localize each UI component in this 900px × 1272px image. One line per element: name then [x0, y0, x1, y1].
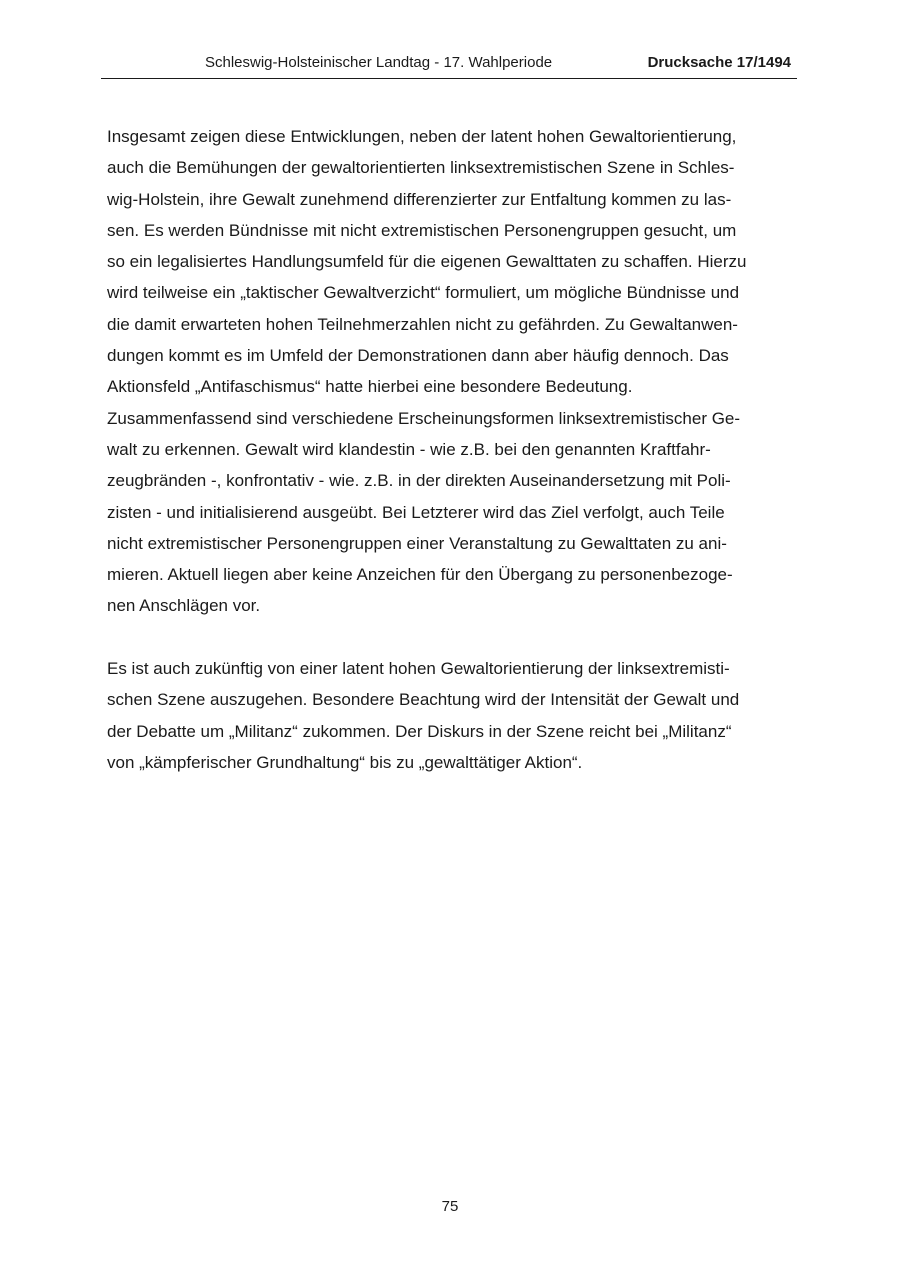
paragraph-spacer — [107, 622, 797, 653]
text-line: Insgesamt zeigen diese Entwicklungen, neben der latent hohen Gewaltorientierung, — [107, 127, 737, 146]
text-line: die damit erwarteten hohen Teilnehmerzahlen nicht zu gefährden. Zu Gewaltanwen- — [107, 314, 738, 334]
text-line: sen. Es werden Bündnisse mit nicht extremistischen Personengruppen gesucht, um — [107, 220, 737, 240]
text-line: auch die Bemühungen der gewaltorientierten linksextremistischen Szene in Schles- — [107, 158, 735, 178]
text-line: der Debatte um „Militanz“ zukommen. Der Diskurs in der Szene reicht bei „Militanz“ — [107, 721, 732, 741]
text-line: Zusammenfassend sind verschiedene Erscheinungsformen linksextremistischer Ge- — [107, 408, 741, 428]
text-line: wird teilweise ein „taktischer Gewaltverzicht“ formuliert, um mögliche Bündnisse und — [107, 283, 740, 303]
paragraph-2 — [107, 653, 797, 778]
text-line: dungen kommt es im Umfeld der Demonstrationen dann aber häufig dennoch. Das — [107, 346, 729, 366]
text-line: nen Anschlägen vor. — [107, 596, 261, 616]
header-document-number: Drucksache 17/1494 — [647, 54, 791, 71]
text-line: Aktionsfeld „Antifaschismus“ hatte hierbei eine besondere Bedeutung. — [107, 377, 633, 397]
text-line: wig-Holstein, ihre Gewalt zunehmend differenzierter zur Entfaltung kommen zu las- — [107, 189, 732, 209]
text-line: mieren. Aktuell liegen aber keine Anzeichen für den Übergang zu personenbezoge- — [107, 565, 733, 585]
header-title: Schleswig-Holsteinischer Landtag - 17. Wahlperiode — [205, 54, 553, 71]
body-text — [107, 121, 797, 778]
text-line: walt zu erkennen. Gewalt wird klandestin - wie z.B. bei den genannten Kraftfahr- — [107, 439, 711, 459]
text-line: schen Szene auszugehen. Besondere Beachtung wird der Intensität der Gewalt und — [107, 690, 740, 710]
text-line: Es ist auch zukünftig von einer latent hohen Gewaltorientierung der linksextremisti- — [107, 659, 730, 679]
text-line: zisten - und initialisierend ausgeübt. Bei Letzterer wird das Ziel verfolgt, auch Teile — [107, 502, 725, 522]
page-number: 75 — [441, 1198, 459, 1215]
text-line: so ein legalisiertes Handlungsumfeld für die eigenen Gewalttaten zu schaffen. Hierzu — [107, 252, 747, 272]
paragraph-1 — [107, 121, 797, 622]
page-header — [101, 52, 797, 79]
text-line: zeugbränden -, konfrontativ - wie. z.B. in der direkten Auseinandersetzung mit Poli- — [107, 471, 731, 491]
text-line: nicht extremistischer Personengruppen einer Veranstaltung zu Gewalttaten zu ani- — [107, 533, 727, 553]
text-line: von „kämpferischer Grundhaltung“ bis zu „gewalttätiger Aktion“. — [107, 752, 583, 772]
